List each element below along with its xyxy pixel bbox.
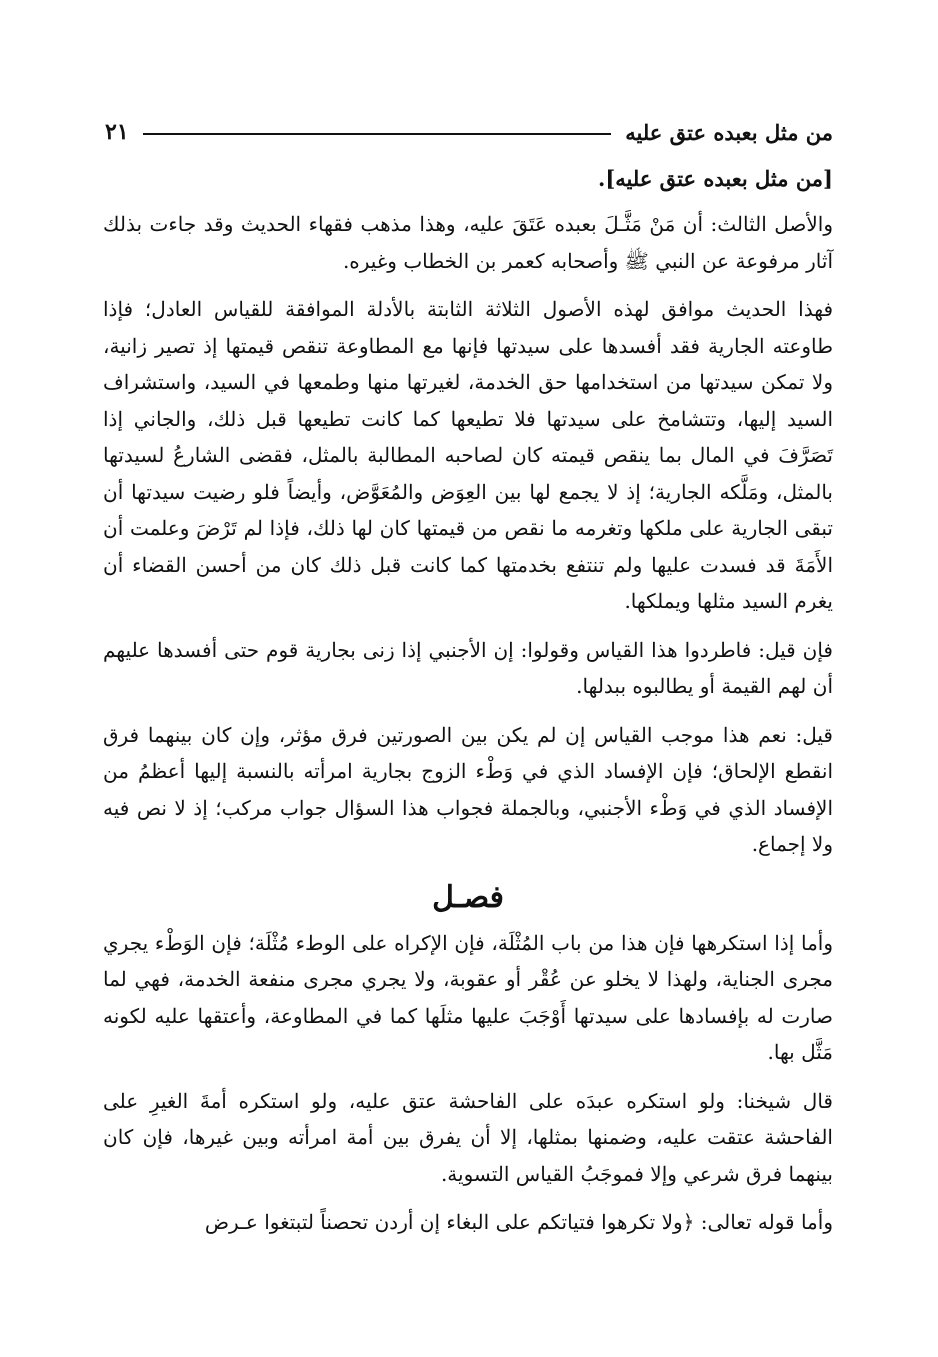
paragraph: والأصل الثالث: أن مَنْ مَثَّـلَ بعبده عَتَقَ عليه، وهذا مذهب فقهاء الحديث وقد جاءت بذلك آثار مرفوعة عن النبي ﷺ وأصحابه كعمر بن الخطاب وغيره. [103, 212, 833, 273]
paragraph: وأما قوله تعالى: ﴿ولا تكرهوا فتياتكم على البغاء إن أردن تحصناً لتبتغوا عـرض [204, 1210, 833, 1234]
page-number: ٢١ [105, 119, 129, 145]
section-heading: [من مثل بعبده عتق عليه]. [598, 166, 833, 191]
paragraph: قيل: نعم هذا موجب القياس إن لم يكن بين الصورتين فرق مؤثر، وإن كان بينهما فرق انقطع الإلحاق؛ فإن الإفساد الذي في وَطْء الزوج بجارية امرأته بالنسبة إليها أعظمُ من الإفساد الذي في وَطْء الأجنبي، وبالجملة فجواب هذا السؤال جواب مركب؛ إذ لا نص فيه ولا إجماع. [103, 722, 833, 856]
paragraph: فهذا الحديث موافق لهذه الأصول الثلاثة الثابتة بالأدلة الموافقة للقياس العادل؛ فإذا طاوعته الجارية فقد أفسدها على سيدتها فإنها مع المطاوعة تنقص قيمتها إذ تصير زانية، ولا تمكن سيدتها من استخدامها حق الخدمة، لغيرتها منها وطمعها في السيد، واستشراف السيد إليها، وتتشامخ على سيدتها فلا تطيعها كما كانت تطيعها قبل ذلك، والجاني إذا تَصَرَّفَ في المال بما ينقص قيمته كان لصاحبه المطالبة بالمثل، فقضى الشارعُ لسيدتها بالمثل، ومَلَّكه الجارية؛ إذ لا يجمع لها بين العِوَض والمُعَوَّض، وأيضاً فلو رضيت سيدتها أن تبقى الجارية على ملكها وتغرمه ما نقص من قيمتها كان لها ذلك، فإذا لم تَرْضَ وعلمت أن الأَمَةَ قد فسدت عليها ولم تنتفع بخدمتها كما كانت قبل ذلك كان من أحسن القضاء أن يغرم السيد مثلها ويملكها. [103, 297, 834, 613]
running-header [105, 112, 833, 152]
paragraph: فإن قيل: فاطردوا هذا القياس وقولوا: إن الأجنبي إذا زنى بجارية قوم حتى أفسدها عليهم أن لهم القيمة أو يطالبوه ببدلها. [103, 637, 833, 698]
paragraph: وأما إذا استكرهها فإن هذا من باب المُثْلَة، فإن الإكراه على الوطء مُثْلَة؛ فإن الوَطْء يجري مجرى الجناية، ولهذا لا يخلو عن عُقْر أو عقوبة، ولا يجري مجرى منفعة الخدمة، فهي لما صارت له بإفسادها على سيدتها أَوْجَبَ عليها مثلَها كما في المطاوعة، وأعتقها عليه لكونه مَثَّل بها. [103, 930, 833, 1064]
header-rule [143, 133, 612, 135]
paragraph: قال شيخنا: ولو استكره عبدَه على الفاحشة عتق عليه، ولو استكره أمةَ الغيرِ على الفاحشة عتقت عليه، وضمنها بمثلها، إلا أن يفرق بين أمة امرأته وبين غيرها، فإن كان بينهما فرق شرعي وإلا فموجَبُ القياس التسوية. [103, 1088, 833, 1186]
page-body [103, 160, 833, 1253]
chapter-heading: فصـل [432, 879, 504, 915]
header-title: من مثل بعبده عتق عليه [625, 119, 833, 145]
